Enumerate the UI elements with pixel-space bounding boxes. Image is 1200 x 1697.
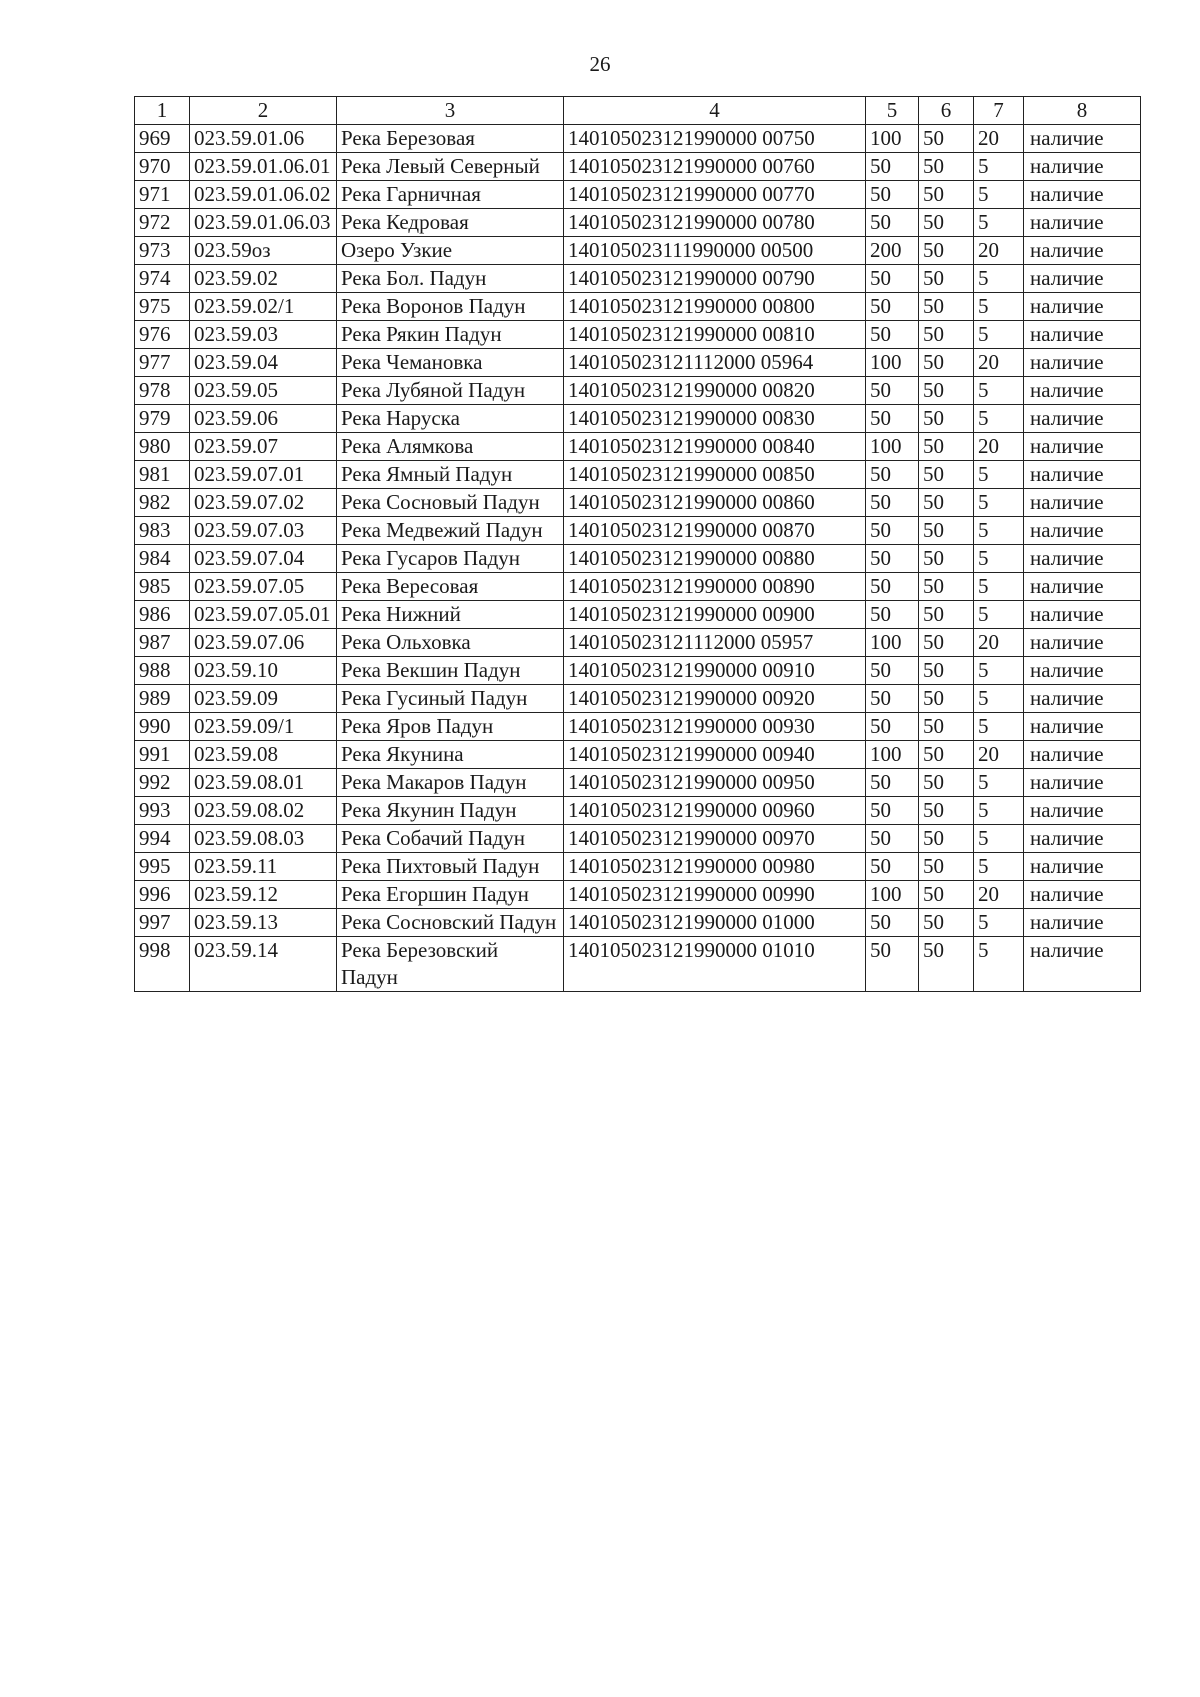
registry-id-cell: 140105023121990000 00900 — [564, 601, 866, 629]
registry-id-cell: 140105023121990000 00800 — [564, 293, 866, 321]
row-number-cell: 993 — [135, 797, 190, 825]
table-row — [135, 573, 1141, 601]
column-header-6: 6 — [919, 97, 974, 125]
value-6-cell: 50 — [919, 321, 974, 349]
page-number: 26 — [589, 52, 611, 76]
availability-cell: наличие — [1024, 153, 1141, 181]
table-row — [135, 349, 1141, 377]
registry-id-cell: 140105023121990000 00990 — [564, 881, 866, 909]
availability-cell: наличие — [1024, 181, 1141, 209]
row-number-cell: 974 — [135, 265, 190, 293]
value-7-cell: 5 — [974, 713, 1024, 741]
table-row — [135, 741, 1141, 769]
value-6-cell: 50 — [919, 293, 974, 321]
table-row — [135, 237, 1141, 265]
code-cell: 023.59.01.06.03 — [190, 209, 337, 237]
row-number-cell: 972 — [135, 209, 190, 237]
table-row — [135, 321, 1141, 349]
water-body-name-cell: Река Медвежий Падун — [337, 517, 564, 545]
code-cell: 023.59.01.06 — [190, 125, 337, 153]
value-5-cell: 100 — [866, 349, 919, 377]
value-5-cell: 100 — [866, 741, 919, 769]
availability-cell: наличие — [1024, 461, 1141, 489]
registry-id-cell: 140105023121990000 00950 — [564, 769, 866, 797]
code-cell: 023.59.08.01 — [190, 769, 337, 797]
row-number-cell: 983 — [135, 517, 190, 545]
code-cell: 023.59.02/1 — [190, 293, 337, 321]
registry-id-cell: 140105023121990000 00880 — [564, 545, 866, 573]
value-7-cell: 5 — [974, 517, 1024, 545]
code-cell: 023.59.04 — [190, 349, 337, 377]
value-6-cell: 50 — [919, 545, 974, 573]
row-number-cell: 978 — [135, 377, 190, 405]
value-7-cell: 20 — [974, 237, 1024, 265]
value-6-cell: 50 — [919, 153, 974, 181]
water-body-name-cell: Река Гусаров Падун — [337, 545, 564, 573]
row-number-cell: 992 — [135, 769, 190, 797]
value-7-cell: 5 — [974, 489, 1024, 517]
value-6-cell: 50 — [919, 489, 974, 517]
water-body-name-cell: Река Ольховка — [337, 629, 564, 657]
row-number-cell: 998 — [135, 937, 190, 992]
table-row — [135, 489, 1141, 517]
value-6-cell: 50 — [919, 657, 974, 685]
value-6-cell: 50 — [919, 937, 974, 992]
value-6-cell: 50 — [919, 909, 974, 937]
row-number-cell: 989 — [135, 685, 190, 713]
table-row — [135, 265, 1141, 293]
value-7-cell: 5 — [974, 405, 1024, 433]
water-body-name-cell: Река Сосновский Падун — [337, 909, 564, 937]
code-cell: 023.59.08.02 — [190, 797, 337, 825]
value-7-cell: 5 — [974, 377, 1024, 405]
water-body-name-cell: Река Гусиный Падун — [337, 685, 564, 713]
availability-cell: наличие — [1024, 125, 1141, 153]
column-header-5: 5 — [866, 97, 919, 125]
value-7-cell: 5 — [974, 321, 1024, 349]
value-5-cell: 50 — [866, 769, 919, 797]
value-7-cell: 5 — [974, 461, 1024, 489]
value-5-cell: 50 — [866, 461, 919, 489]
value-5-cell: 50 — [866, 489, 919, 517]
water-body-name-cell: Река Воронов Падун — [337, 293, 564, 321]
value-6-cell: 50 — [919, 461, 974, 489]
column-header-1: 1 — [135, 97, 190, 125]
table-row — [135, 153, 1141, 181]
value-6-cell: 50 — [919, 853, 974, 881]
registry-id-cell: 140105023121990000 01000 — [564, 909, 866, 937]
table-row — [135, 881, 1141, 909]
table-row — [135, 125, 1141, 153]
availability-cell: наличие — [1024, 797, 1141, 825]
value-5-cell: 100 — [866, 629, 919, 657]
availability-cell: наличие — [1024, 293, 1141, 321]
value-5-cell: 50 — [866, 405, 919, 433]
row-number-cell: 987 — [135, 629, 190, 657]
availability-cell: наличие — [1024, 545, 1141, 573]
availability-cell: наличие — [1024, 909, 1141, 937]
code-cell: 023.59.01.06.01 — [190, 153, 337, 181]
value-5-cell: 50 — [866, 937, 919, 992]
registry-id-cell: 140105023121990000 00970 — [564, 825, 866, 853]
water-body-name-cell: Река Березовский Падун — [337, 937, 564, 992]
row-number-cell: 994 — [135, 825, 190, 853]
value-5-cell: 50 — [866, 517, 919, 545]
water-body-name-cell: Река Макаров Падун — [337, 769, 564, 797]
value-5-cell: 50 — [866, 601, 919, 629]
value-5-cell: 50 — [866, 265, 919, 293]
registry-id-cell: 140105023121112000 05957 — [564, 629, 866, 657]
code-cell: 023.59.07.01 — [190, 461, 337, 489]
value-7-cell: 5 — [974, 853, 1024, 881]
row-number-cell: 971 — [135, 181, 190, 209]
availability-cell: наличие — [1024, 517, 1141, 545]
row-number-cell: 984 — [135, 545, 190, 573]
table-row — [135, 657, 1141, 685]
value-6-cell: 50 — [919, 741, 974, 769]
code-cell: 023.59.07.06 — [190, 629, 337, 657]
column-header-4: 4 — [564, 97, 866, 125]
value-6-cell: 50 — [919, 629, 974, 657]
table-row — [135, 545, 1141, 573]
table-row — [135, 405, 1141, 433]
registry-id-cell: 140105023121990000 00780 — [564, 209, 866, 237]
value-6-cell: 50 — [919, 181, 974, 209]
water-body-name-cell: Река Левый Северный — [337, 153, 564, 181]
column-header-8: 8 — [1024, 97, 1141, 125]
value-7-cell: 5 — [974, 769, 1024, 797]
availability-cell: наличие — [1024, 321, 1141, 349]
water-body-name-cell: Река Лубяной Падун — [337, 377, 564, 405]
table-header-row — [135, 97, 1141, 125]
row-number-cell: 995 — [135, 853, 190, 881]
water-body-name-cell: Река Пихтовый Падун — [337, 853, 564, 881]
value-5-cell: 50 — [866, 909, 919, 937]
value-7-cell: 20 — [974, 741, 1024, 769]
value-7-cell: 5 — [974, 293, 1024, 321]
row-number-cell: 996 — [135, 881, 190, 909]
registry-id-cell: 140105023111990000 00500 — [564, 237, 866, 265]
table-row — [135, 797, 1141, 825]
value-5-cell: 50 — [866, 153, 919, 181]
availability-cell: наличие — [1024, 377, 1141, 405]
row-number-cell: 991 — [135, 741, 190, 769]
registry-id-cell: 140105023121990000 00770 — [564, 181, 866, 209]
table-row — [135, 293, 1141, 321]
value-6-cell: 50 — [919, 797, 974, 825]
value-5-cell: 100 — [866, 125, 919, 153]
value-5-cell: 50 — [866, 825, 919, 853]
registry-id-cell: 140105023121990000 00790 — [564, 265, 866, 293]
code-cell: 023.59.07.02 — [190, 489, 337, 517]
value-7-cell: 20 — [974, 125, 1024, 153]
table-row — [135, 825, 1141, 853]
code-cell: 023.59.07 — [190, 433, 337, 461]
value-5-cell: 100 — [866, 433, 919, 461]
table-row — [135, 853, 1141, 881]
value-7-cell: 5 — [974, 153, 1024, 181]
registry-id-cell: 140105023121990000 00980 — [564, 853, 866, 881]
table-row — [135, 461, 1141, 489]
value-6-cell: 50 — [919, 517, 974, 545]
row-number-cell: 977 — [135, 349, 190, 377]
availability-cell: наличие — [1024, 573, 1141, 601]
value-5-cell: 50 — [866, 181, 919, 209]
registry-id-cell: 140105023121990000 00860 — [564, 489, 866, 517]
value-5-cell: 50 — [866, 545, 919, 573]
code-cell: 023.59.06 — [190, 405, 337, 433]
availability-cell: наличие — [1024, 741, 1141, 769]
water-body-name-cell: Река Векшин Падун — [337, 657, 564, 685]
value-6-cell: 50 — [919, 209, 974, 237]
code-cell: 023.59.09 — [190, 685, 337, 713]
table-row — [135, 377, 1141, 405]
availability-cell: наличие — [1024, 601, 1141, 629]
column-header-7: 7 — [974, 97, 1024, 125]
value-7-cell: 5 — [974, 937, 1024, 992]
water-body-name-cell: Река Рякин Падун — [337, 321, 564, 349]
value-6-cell: 50 — [919, 237, 974, 265]
value-5-cell: 50 — [866, 685, 919, 713]
value-6-cell: 50 — [919, 825, 974, 853]
value-5-cell: 50 — [866, 209, 919, 237]
water-body-name-cell: Река Нижний — [337, 601, 564, 629]
table-row — [135, 601, 1141, 629]
registry-id-cell: 140105023121990000 00830 — [564, 405, 866, 433]
registry-id-cell: 140105023121112000 05964 — [564, 349, 866, 377]
value-6-cell: 50 — [919, 405, 974, 433]
code-cell: 023.59.02 — [190, 265, 337, 293]
value-6-cell: 50 — [919, 265, 974, 293]
availability-cell: наличие — [1024, 237, 1141, 265]
table-row — [135, 517, 1141, 545]
value-7-cell: 5 — [974, 601, 1024, 629]
registry-id-cell: 140105023121990000 00760 — [564, 153, 866, 181]
code-cell: 023.59.08.03 — [190, 825, 337, 853]
availability-cell: наличие — [1024, 629, 1141, 657]
value-5-cell: 100 — [866, 881, 919, 909]
water-body-name-cell: Река Собачий Падун — [337, 825, 564, 853]
code-cell: 023.59.13 — [190, 909, 337, 937]
registry-id-cell: 140105023121990000 00930 — [564, 713, 866, 741]
availability-cell: наличие — [1024, 853, 1141, 881]
value-5-cell: 200 — [866, 237, 919, 265]
value-6-cell: 50 — [919, 685, 974, 713]
water-body-name-cell: Озеро Узкие — [337, 237, 564, 265]
water-body-name-cell: Река Ямный Падун — [337, 461, 564, 489]
row-number-cell: 976 — [135, 321, 190, 349]
water-body-name-cell: Река Чемановка — [337, 349, 564, 377]
row-number-cell: 969 — [135, 125, 190, 153]
value-6-cell: 50 — [919, 433, 974, 461]
row-number-cell: 986 — [135, 601, 190, 629]
value-5-cell: 50 — [866, 377, 919, 405]
water-body-name-cell: Река Якунина — [337, 741, 564, 769]
value-7-cell: 5 — [974, 685, 1024, 713]
value-7-cell: 5 — [974, 825, 1024, 853]
availability-cell: наличие — [1024, 713, 1141, 741]
value-7-cell: 5 — [974, 657, 1024, 685]
availability-cell: наличие — [1024, 937, 1141, 992]
row-number-cell: 997 — [135, 909, 190, 937]
table-body — [135, 125, 1141, 992]
code-cell: 023.59.11 — [190, 853, 337, 881]
value-6-cell: 50 — [919, 881, 974, 909]
registry-id-cell: 140105023121990000 00890 — [564, 573, 866, 601]
value-6-cell: 50 — [919, 349, 974, 377]
registry-id-cell: 140105023121990000 00870 — [564, 517, 866, 545]
water-body-name-cell: Река Гарничная — [337, 181, 564, 209]
availability-cell: наличие — [1024, 349, 1141, 377]
value-6-cell: 50 — [919, 377, 974, 405]
value-7-cell: 5 — [974, 573, 1024, 601]
availability-cell: наличие — [1024, 881, 1141, 909]
value-5-cell: 50 — [866, 797, 919, 825]
water-body-name-cell: Река Якунин Падун — [337, 797, 564, 825]
value-5-cell: 50 — [866, 321, 919, 349]
row-number-cell: 990 — [135, 713, 190, 741]
code-cell: 023.59.03 — [190, 321, 337, 349]
value-5-cell: 50 — [866, 853, 919, 881]
availability-cell: наличие — [1024, 769, 1141, 797]
row-number-cell: 979 — [135, 405, 190, 433]
value-7-cell: 5 — [974, 209, 1024, 237]
registry-id-cell: 140105023121990000 00920 — [564, 685, 866, 713]
registry-id-cell: 140105023121990000 00910 — [564, 657, 866, 685]
availability-cell: наличие — [1024, 209, 1141, 237]
water-body-name-cell: Река Вересовая — [337, 573, 564, 601]
availability-cell: наличие — [1024, 405, 1141, 433]
water-body-name-cell: Река Кедровая — [337, 209, 564, 237]
registry-id-cell: 140105023121990000 00850 — [564, 461, 866, 489]
value-7-cell: 5 — [974, 797, 1024, 825]
registry-id-cell: 140105023121990000 00810 — [564, 321, 866, 349]
value-5-cell: 50 — [866, 573, 919, 601]
table-row — [135, 937, 1141, 992]
availability-cell: наличие — [1024, 657, 1141, 685]
registry-id-cell: 140105023121990000 00940 — [564, 741, 866, 769]
value-7-cell: 5 — [974, 265, 1024, 293]
water-body-name-cell: Река Бол. Падун — [337, 265, 564, 293]
table-row — [135, 713, 1141, 741]
value-6-cell: 50 — [919, 713, 974, 741]
registry-id-cell: 140105023121990000 01010 — [564, 937, 866, 992]
value-5-cell: 50 — [866, 713, 919, 741]
column-header-3: 3 — [337, 97, 564, 125]
code-cell: 023.59.12 — [190, 881, 337, 909]
water-body-name-cell: Река Егоршин Падун — [337, 881, 564, 909]
value-7-cell: 5 — [974, 545, 1024, 573]
registry-id-cell: 140105023121990000 00840 — [564, 433, 866, 461]
table-row — [135, 433, 1141, 461]
value-7-cell: 20 — [974, 881, 1024, 909]
code-cell: 023.59.01.06.02 — [190, 181, 337, 209]
value-6-cell: 50 — [919, 601, 974, 629]
availability-cell: наличие — [1024, 265, 1141, 293]
table-row — [135, 685, 1141, 713]
water-body-name-cell: Река Яров Падун — [337, 713, 564, 741]
registry-id-cell: 140105023121990000 00750 — [564, 125, 866, 153]
code-cell: 023.59.09/1 — [190, 713, 337, 741]
value-6-cell: 50 — [919, 573, 974, 601]
row-number-cell: 988 — [135, 657, 190, 685]
row-number-cell: 973 — [135, 237, 190, 265]
value-6-cell: 50 — [919, 125, 974, 153]
availability-cell: наличие — [1024, 685, 1141, 713]
availability-cell: наличие — [1024, 489, 1141, 517]
code-cell: 023.59.07.05.01 — [190, 601, 337, 629]
code-cell: 023.59.05 — [190, 377, 337, 405]
row-number-cell: 985 — [135, 573, 190, 601]
availability-cell: наличие — [1024, 825, 1141, 853]
row-number-cell: 981 — [135, 461, 190, 489]
value-5-cell: 50 — [866, 657, 919, 685]
row-number-cell: 975 — [135, 293, 190, 321]
value-7-cell: 20 — [974, 433, 1024, 461]
value-7-cell: 20 — [974, 629, 1024, 657]
registry-id-cell: 140105023121990000 00820 — [564, 377, 866, 405]
code-cell: 023.59.14 — [190, 937, 337, 992]
value-7-cell: 5 — [974, 909, 1024, 937]
code-cell: 023.59.07.04 — [190, 545, 337, 573]
availability-cell: наличие — [1024, 433, 1141, 461]
table-row — [135, 181, 1141, 209]
code-cell: 023.59.07.03 — [190, 517, 337, 545]
code-cell: 023.59.07.05 — [190, 573, 337, 601]
code-cell: 023.59.10 — [190, 657, 337, 685]
table-row — [135, 209, 1141, 237]
table-row — [135, 629, 1141, 657]
table-row — [135, 769, 1141, 797]
row-number-cell: 970 — [135, 153, 190, 181]
water-body-name-cell: Река Сосновый Падун — [337, 489, 564, 517]
water-body-name-cell: Река Алямкова — [337, 433, 564, 461]
water-body-name-cell: Река Наруска — [337, 405, 564, 433]
code-cell: 023.59оз — [190, 237, 337, 265]
value-6-cell: 50 — [919, 769, 974, 797]
water-body-name-cell: Река Березовая — [337, 125, 564, 153]
water-bodies-table — [134, 96, 1141, 992]
row-number-cell: 980 — [135, 433, 190, 461]
code-cell: 023.59.08 — [190, 741, 337, 769]
value-7-cell: 20 — [974, 349, 1024, 377]
value-5-cell: 50 — [866, 293, 919, 321]
value-7-cell: 5 — [974, 181, 1024, 209]
row-number-cell: 982 — [135, 489, 190, 517]
table-row — [135, 909, 1141, 937]
registry-id-cell: 140105023121990000 00960 — [564, 797, 866, 825]
column-header-2: 2 — [190, 97, 337, 125]
